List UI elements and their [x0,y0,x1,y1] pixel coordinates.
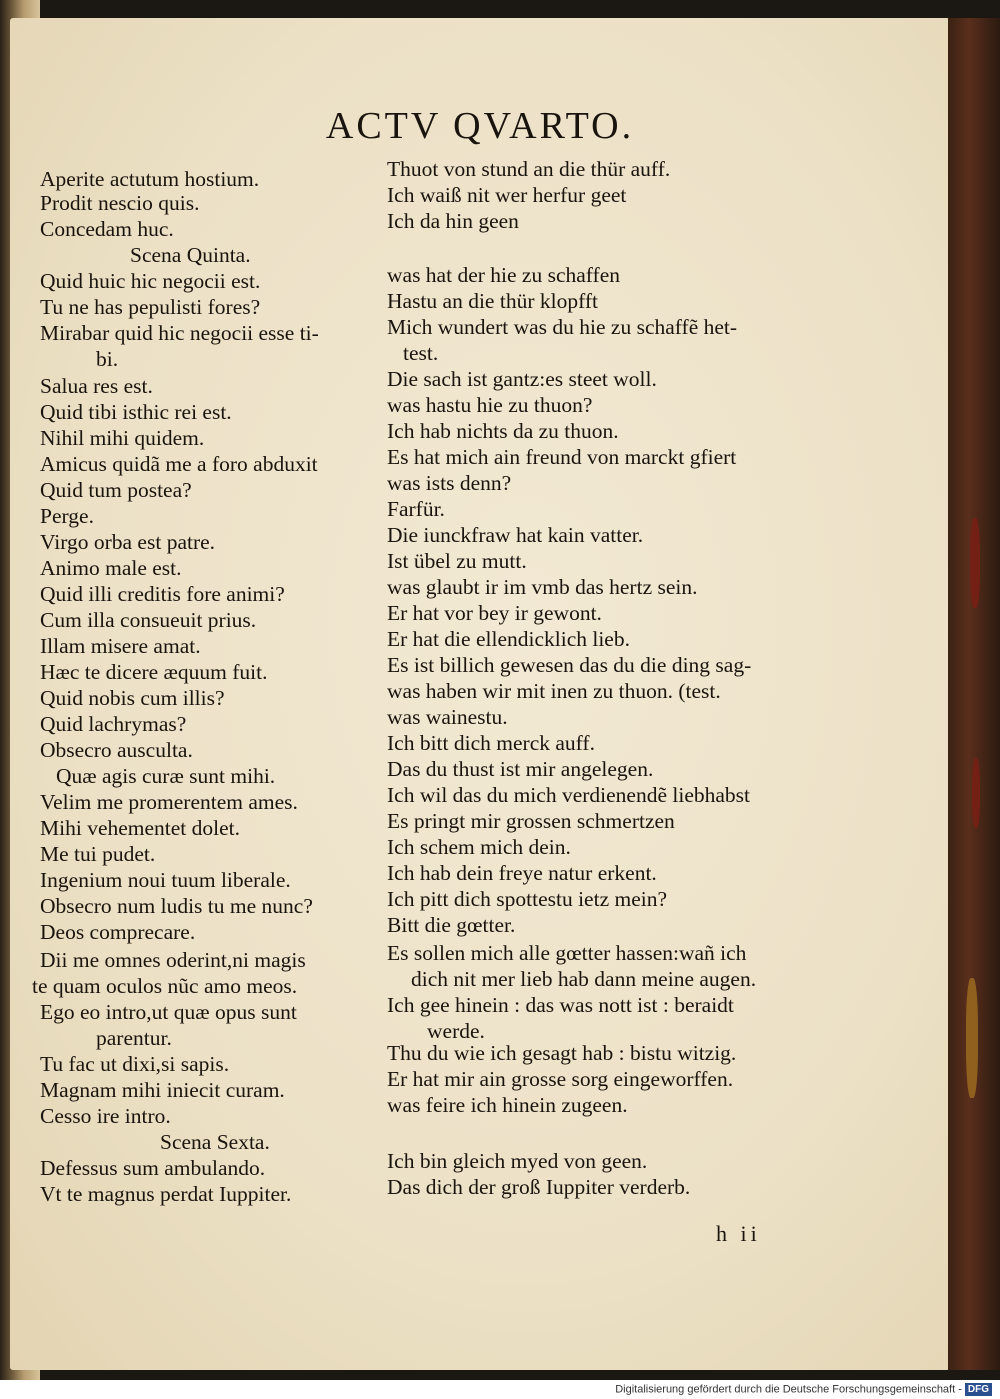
german-text-line: Es sollen mich alle gœtter hassen:wañ ich [387,941,747,965]
latin-text-line: Concedam huc. [40,217,174,241]
latin-text-line: Virgo orba est patre. [40,530,216,554]
latin-text-line: Hæc te dicere æquum fuit. [40,660,268,684]
latin-text-line: Nihil mihi quidem. [40,426,205,450]
german-text-line: was glaubt ir im vmb das hertz sein. [387,575,698,599]
latin-text-line: Mihi vehementet dolet. [40,816,241,840]
german-text-line: Ich bin gleich myed von geen. [387,1149,648,1173]
latin-text-line: Quid nobis cum illis? [40,686,225,710]
latin-text-line: Vt te magnus perdat Iuppiter. [40,1182,292,1206]
german-text-line: Er hat mir ain grosse sorg eingeworffen. [387,1067,734,1091]
german-text-line: Thu du wie ich gesagt hab : bistu witzig. [387,1041,737,1065]
latin-text-line: Deos comprecare. [40,920,196,944]
german-text-line: werde. [427,1019,485,1043]
latin-text-line: Ego eo intro,ut quæ opus sunt [40,1000,297,1024]
latin-text-line: Obsecro ausculta. [40,738,193,762]
latin-text-line: Magnam mihi iniecit curam. [40,1078,285,1102]
german-text-line: Ich hab nichts da zu thuon. [387,419,619,443]
latin-text-line: Me tui pudet. [40,842,156,866]
german-text-line: was hat der hie zu schaffen [387,263,621,287]
german-text-line: Das dich der groß Iuppiter verderb. [387,1175,691,1199]
german-text-line: Hastu an die thür klopfft [387,289,598,313]
latin-text-line: te quam oculos nũc amo meos. [32,974,298,998]
latin-text-line: Ingenium noui tuum liberale. [40,868,291,892]
page-heading: ACTV QVARTO. [325,105,635,147]
latin-text-line: parentur. [96,1026,172,1050]
binding-mark [972,758,980,828]
german-text-line: was hastu hie zu thuon? [387,393,593,417]
german-text-line: was ists denn? [387,471,512,495]
latin-text-line: Defessus sum ambulando. [40,1156,266,1180]
binding-mark [966,978,978,1098]
german-text-line: was feire ich hinein zugeen. [387,1093,628,1117]
german-text-line: Ich da hin geen [387,209,519,233]
latin-text-line: Scena Quinta. [130,243,251,267]
latin-text-line: Tu ne has pepulisti fores? [40,295,261,319]
german-text-line: Es ist billich gewesen das du die ding sag- [387,653,752,677]
latin-text-line: Scena Sexta. [160,1130,270,1154]
latin-text-line: Illam misere amat. [40,634,201,658]
latin-text-line: Cesso ire intro. [40,1104,171,1128]
german-text-line: Ich hab dein freye natur erkent. [387,861,657,885]
latin-text-line: Obsecro num ludis tu me nunc? [40,894,313,918]
latin-text-line: Cum illa consueuit prius. [40,608,257,632]
book-gutter [948,18,1000,1370]
german-text-line: was haben wir mit inen zu thuon. (test. [387,679,721,703]
latin-text-line: Quid tum postea? [40,478,192,502]
latin-text-line: Tu fac ut dixi,si sapis. [40,1052,230,1076]
dfg-logo: DFG [965,1383,992,1396]
latin-text-line: Quid illi creditis fore animi? [40,582,285,606]
latin-text-line: Quæ agis curæ sunt mihi. [56,764,276,788]
german-text-line: Ich pitt dich spottestu ietz mein? [387,887,668,911]
german-text-line: Thuot von stund an die thür auff. [387,157,671,181]
latin-text-line: bi. [96,347,119,371]
book-page [10,18,950,1370]
german-text-line: Ich schem mich dein. [387,835,571,859]
latin-text-line: Animo male est. [40,556,182,580]
german-text-line: Es pringt mir grossen schmertzen [387,809,675,833]
german-text-line: Ich gee hinein : das was nott ist : beraidt [387,993,734,1017]
latin-text-line: Quid huic hic negocii est. [40,269,261,293]
german-text-line: Farfür. [387,497,445,521]
german-text-line: was wainestu. [387,705,508,729]
german-text-line: Die sach ist gantz:es steet woll. [387,367,657,391]
german-text-line: Ich waiß nit wer herfur geet [387,183,627,207]
german-text-line: Er hat die ellendicklich lieb. [387,627,630,651]
digitization-credit [615,1383,992,1396]
latin-text-line: Amicus quidã me a foro abduxit [40,452,318,476]
binding-mark [970,518,980,608]
latin-text-line: Quid tibi isthic rei est. [40,400,232,424]
latin-text-line: Mirabar quid hic negocii esse ti- [40,321,319,345]
latin-text-line: Prodit nescio quis. [40,191,200,215]
latin-text-line: Quid lachrymas? [40,712,187,736]
latin-text-line: Dii me omnes oderint,ni magis [40,948,306,972]
german-text-line: Die iunckfraw hat kain vatter. [387,523,644,547]
latin-text-line: Salua res est. [40,374,153,398]
german-text-line: Bitt die gœtter. [387,913,516,937]
credit-text: Digitalisierung gefördert durch die Deutsche Forschungsgemeinschaft - [615,1383,962,1396]
latin-text-line: Velim me promerentem ames. [40,790,298,814]
german-text-line: Ist übel zu mutt. [387,549,527,573]
latin-text-line: Aperite actutum hostium. [40,167,260,191]
german-text-line: Das du thust ist mir angelegen. [387,757,654,781]
german-text-line: Er hat vor bey ir gewont. [387,601,602,625]
signature-mark: h ii [716,1221,761,1246]
german-text-line: Mich wundert was du hie zu schaffẽ het- [387,315,738,339]
german-text-line: dich nit mer lieb hab dann meine augen. [411,967,757,991]
german-text-line: Ich wil das du mich verdienendẽ liebhabst [387,783,751,807]
german-text-line: Es hat mich ain freund von marckt gfiert [387,445,737,469]
german-text-line: Ich bitt dich merck auff. [387,731,595,755]
latin-text-line: Perge. [40,504,94,528]
german-text-line: test. [403,341,439,365]
